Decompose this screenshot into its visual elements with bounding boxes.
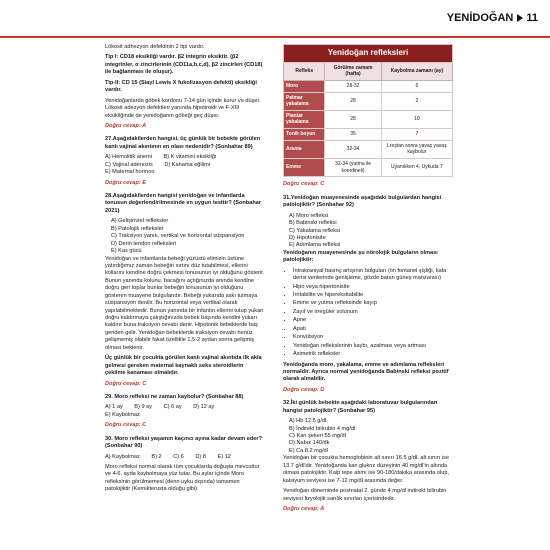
question-27: 27.Aşağıdakilerden hangisi, üç günlük bir bebekte görülen kanlı vajinal akıntının en olası nedenidir? (Sonbahar 89) — [105, 136, 261, 150]
reflex-paragraph: Yenidoğanda moro, yakalama, emme ve adımlama reflekslerí normaldir. Ayrıca normal yenidoğanda Babinski refleksi pozitif olarak alınabilir. — [283, 361, 449, 383]
option: D) 8 — [195, 453, 206, 460]
answer-29: Doğru cevap: C — [105, 422, 147, 429]
table-header: Görülme zamanı (hafta) — [325, 62, 381, 80]
question-31-options — [283, 213, 453, 250]
tip2-text: Tip-II: CD 15 (Siayl Lewis X fukolizasyon defekti) eksikliği vardır. — [105, 79, 257, 94]
option: A) Gelişimsel refleksler — [111, 218, 169, 225]
answer-27: Doğru cevap: E — [105, 179, 147, 186]
question-27-options — [105, 154, 265, 176]
table-cell: Moro — [284, 80, 325, 92]
arrow-right-icon — [517, 14, 523, 22]
table-cell: 28 — [325, 92, 381, 110]
answer-1: Doğru cevap: A — [105, 122, 147, 129]
table-title: Yenidoğan refleksleri — [284, 45, 453, 63]
table-cell: Tonik boyun — [284, 129, 325, 141]
table-cell: Emme — [284, 159, 325, 177]
table-cell: 32-34 — [325, 140, 381, 158]
intro-text: Lökosit adhezyon defektinin 2 tipi vardır. — [105, 44, 205, 50]
list-item: • Emme ve yutma refleksinde kayıp — [293, 300, 453, 307]
option: E) Kas gücü — [111, 248, 142, 255]
option: A) Hb 12.5 g/dl — [289, 418, 327, 425]
left-column — [105, 44, 265, 497]
table-cell: 35 — [325, 129, 381, 141]
option: B) İndirekt bilirubin 4 mg/dl — [289, 425, 356, 432]
neuro-findings-list — [283, 268, 453, 359]
table-cell: 28-32 — [325, 80, 381, 92]
question-28-options — [105, 218, 265, 255]
option: B) 2 — [151, 453, 162, 460]
question-31: 31.Yenidoğan muayenesinde aşağıdaki bulgulardan hangisi patolojiktir? (Sonbahar 92) — [283, 194, 442, 209]
table-row — [284, 129, 453, 141]
question-29-options — [105, 404, 265, 419]
table-cell: Lreştan sonra yavaş yavaş kaybolur — [381, 140, 452, 158]
option: B) Patolojik refleksler — [111, 225, 164, 232]
table-row — [284, 159, 453, 177]
list-item: • İrritabilite ve hipereksitabilite — [293, 292, 453, 299]
option: D) Nabız 140/dk — [289, 440, 330, 447]
list-item: • Apati — [293, 326, 453, 333]
option: C) 6 ay — [163, 404, 182, 411]
table-cell: Plantar yakalama — [284, 110, 325, 128]
option: C) Vajinal adenozis — [105, 161, 153, 168]
list-item: • Zayıf ve irregüler solunum — [293, 309, 453, 316]
section-name: YENİDOĞAN — [446, 12, 514, 24]
option: B) K vitamini eksikliği — [163, 154, 217, 161]
question-30: 30. Moro refleksi yaşamın kaçıncı ayına kadar devam eder? (Sonbahar 90) — [105, 435, 263, 450]
list-item: • Yenidoğan reflekslerinin kaybı, azalması veya artması — [293, 343, 453, 350]
answer-31: Doğru cevap: D — [283, 386, 325, 393]
table-row — [284, 92, 453, 110]
option: C) Kan şekeri 55 mg/dl — [289, 433, 346, 439]
list-item: • Hipo veya hipertonisite — [293, 284, 453, 291]
page-header — [0, 8, 550, 38]
option: E) 12 — [217, 453, 231, 460]
moro-paragraph: Moro refleksi normal olarak tüm çocuklarda doğuşta mevcuttur ve 4-6. ayda kaybolmaya yüz tutar. Bu aylar içinde Moro refleksinin görülmemesi (denn uyku dışında) tamamen patolojiktir (Kernikterusta olduğu gibi). — [105, 464, 260, 493]
table-cell: 7 — [381, 129, 452, 141]
option: B) 9 ay — [134, 404, 153, 411]
option: D) Kanama eğilimi — [164, 161, 211, 168]
table-header-row — [284, 62, 453, 80]
answer-28: Doğru cevap: C — [105, 380, 147, 387]
question-30-options — [105, 454, 265, 461]
table-cell: 32-34 (yutma ile koordineli) — [325, 159, 381, 177]
option: A) 1 ay — [105, 404, 123, 411]
option: A) Hemolitik anemi — [105, 154, 152, 161]
option: C) 6 — [173, 453, 184, 460]
option: C) Traksiyon yanıtı, vertikal ve horizontal süspansiyon — [111, 233, 245, 240]
option: A) Moro refleksi — [289, 212, 329, 219]
lab-paragraph: Yenidoğan bir çocukta hemoglobinin alt sınırı 16.5 g/dL alt sınırı ise 13.7 g/dl'dir. Yenidoğanda kan glukoz düzeyinin 40 mg/dl'in altında olması patolojiktir. Kalp tepe atımı ise 90-180/dakika arasında olup, kalsiyum seviyesi ise 7-12 mg/dl arasında değer. — [283, 455, 450, 484]
table-row — [284, 110, 453, 128]
table-row — [284, 140, 453, 158]
option: E) Kaybolmaz — [105, 411, 140, 418]
table-cell: Arama — [284, 140, 325, 158]
subheading-neuro: Yenidoğanın muayenesinde şu nörolojik bulguların olması patolojiktir: — [283, 249, 438, 264]
table-row — [284, 80, 453, 92]
table-cell: Uyanıkken 4, Uykuda 7 — [381, 159, 452, 177]
reflex-table — [283, 44, 453, 177]
table-cell: 10 — [381, 110, 452, 128]
option: C) Yakalama refleksi — [289, 227, 341, 234]
table-cell: 28 — [325, 110, 381, 128]
section-title — [447, 12, 538, 24]
page-number: 11 — [526, 12, 538, 24]
vaginal-bleeding-paragraph: Üç günlük bir çocukta görülen kanlı vajinal akıntıda ilk akla gelmesi gereken maternal kaynaklı seks steroidlerin çekilme kanaması olmalıdır. — [105, 355, 262, 377]
table-cell: 6 — [381, 80, 452, 92]
list-item: • Konvülsiyon — [293, 334, 453, 341]
table-header: Kaybolma zamanı (ay) — [381, 62, 452, 80]
list-item: • Asimetrik refleksler — [293, 351, 453, 358]
option: D) Hipotonisite — [289, 234, 326, 241]
question-28: 28.Aşağıdakilerden hangisi yenidoğan ve infantlarda tonusun değerlendirilmesinde en uygun testtir? (Sonbahar 2021) — [105, 193, 262, 214]
right-column — [283, 44, 453, 519]
tonus-paragraph: Yenidoğan ve infantlarda bebeği yüzüstü elimizin üstüne yatırdığımız zaman bebeğin sırtını düz tutabilmesi, ellerini kollarını kendine doğru çekmesi tonusunun iyi olduğunu gösterir. Bunun yanında kolunu, bacağını açtığınızda anında kendine doğru geri toplar bunlar bebeğin tonusunun iyi olduğunu gösteren muayene bulgularıdır. Bebeği yukarıda askı tutmaya süspansiyon denilir. Bu horizontal veya vertikal olarak yapılabilmektedir. Bunun yanında bir infantın ellerini tutup yukarı doğru kaldırmaya çalıştığınızda bebek başında kendini yukarı kaldırır buna traksiyon cevabı denir. Hipotonik bebeklerde baş geriden gelir. Yenidoğan bebeklerde traksiyon cevabı henüz gelişmemiş olabilir fakat özellikle 1,5-2 aydan sonra gelişmiş olması beklenir. — [105, 255, 265, 351]
question-32-options — [283, 418, 453, 455]
table-header: Refleks — [284, 62, 325, 80]
question-29: 29. Moro refleksi ne zaman kaybolur? (Sonbahar 88) — [105, 393, 244, 400]
list-item: • İntrakraniyal basınç artışının bulguları (ön fontanel şişliği, kafa derisi venlerinde genişleme, gözde batan güneş manzarası) — [293, 268, 453, 283]
list-item: • Apne — [293, 317, 453, 324]
option: D) 12 ay — [193, 404, 215, 411]
option: E) Adımlama refleksi — [289, 242, 341, 249]
tip1-text: Tip I: CD18 eksikliği vardır. β2 integrin eksiktir. (β2 integrinler, α zincirlerinin (CD11a,b,c,d), β2 zincirleri (CD18) ile bağlanması ile oluşur). — [105, 54, 263, 76]
table-cell: 2 — [381, 92, 452, 110]
option: D) Derin tendon refleksleri — [111, 240, 176, 247]
question-32: 32.İki günlük bebekte aşağıdaki laboratuvar bulgularından hangisi patolojiktir? (Sonbahar 95) — [283, 400, 438, 414]
umbilical-paragraph: Yenidoğanlarda göbek kordonu 7-14 gün içinde kurur ve düşer. Lökosit adezyon defektleri yanında hipotiroidi ve F-XIII eksikliğinde de yenidoğanın göbeği geç düşer. — [105, 97, 261, 119]
option: B) Babinski refleksi — [289, 220, 337, 227]
answer-table: Doğru cevap: C — [283, 181, 325, 188]
answer-32: Doğru cevap: A — [283, 505, 325, 512]
table-cell: Palmar yakalama — [284, 92, 325, 110]
option: A) Kaybolmaz — [105, 453, 140, 460]
bilirubin-paragraph: Yenidoğan döneminde postnatal 2. günde 4 mg/dl indirekt bilirubin seviyesi fizyolojik sarılık sınırları içerisindedir. — [283, 488, 447, 502]
option: E) Maternal hormon — [105, 169, 155, 176]
option: E) Ca 8.2 mg/dl — [289, 447, 328, 454]
